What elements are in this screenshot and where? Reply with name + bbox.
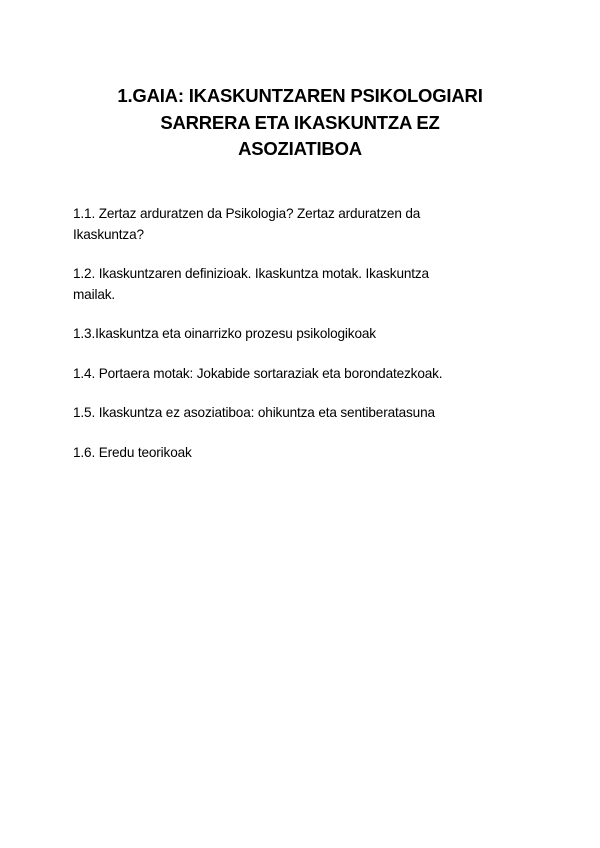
topic-item-1-5 [73, 403, 513, 424]
topic-item-text: 1.4. Portaera motak: Jokabide sortaraziak eta borondatezkoak. [73, 365, 443, 381]
topic-item-text: 1.3.Ikaskuntza eta oinarrizko prozesu psikologikoak [73, 326, 376, 341]
topic-item-text: 1.2. Ikaskuntzaren definizioak. Ikaskuntza motak. Ikaskuntza [73, 266, 429, 281]
topic-item-text: 1.5. Ikaskuntza ez asoziatiboa: ohikuntza eta sentiberatasuna [73, 405, 435, 420]
topic-item-text: 1.1. Zertaz arduratzen da Psikologia? Zertaz arduratzen da [73, 206, 421, 221]
topic-item-1-3 [73, 324, 513, 345]
topic-item-1-2 [73, 264, 513, 305]
page-title [72, 83, 528, 163]
topic-item-1-4 [73, 364, 513, 385]
topic-item-1-1 [73, 204, 513, 245]
topic-item-1-6 [73, 443, 513, 464]
topic-item-text: mailak. [73, 286, 116, 302]
topic-item-text: 1.6. Eredu teorikoak [73, 444, 192, 460]
title-line: ASOZIATIBOA [238, 138, 362, 160]
title-line: 1.GAIA: IKASKUNTZAREN PSIKOLOGIARI [117, 85, 483, 107]
topic-list [73, 204, 513, 482]
title-line: SARRERA ETA IKASKUNTZA EZ [160, 111, 440, 133]
topic-item-text: Ikaskuntza? [73, 226, 144, 242]
